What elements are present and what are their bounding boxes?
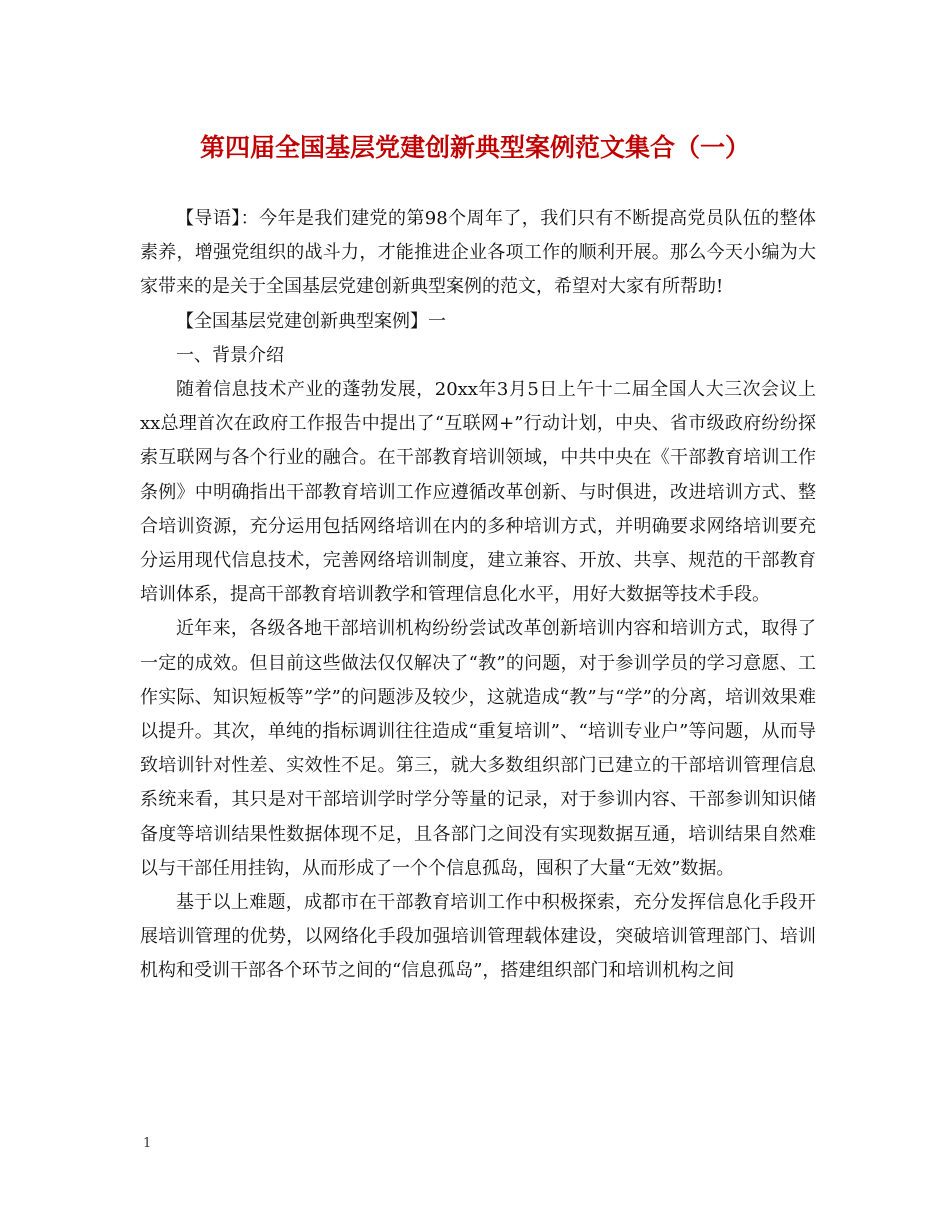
document-title: 第四届全国基层党建创新典型案例范文集合（一） (199, 133, 750, 162)
body-paragraph: 基于以上难题，成都市在干部教育培训工作中积极探索，充分发挥信息化手段开展培训管理的优势，以网络化手段加强培训管理载体建设，突破培训管理部门、培训机构和受训干部各个环节之间的“信息孤岛”，搭建组织部门和培训机构之间 (140, 892, 816, 982)
case-heading: 【全国基层党建创新典型案例】一 (176, 310, 446, 332)
document-body (140, 202, 816, 989)
body-paragraph: 近年来，各级各地干部培训机构纷纷尝试改革创新培训内容和培训方式，取得了一定的成效。但目前这些做法仅仅解决了“教”的问题，对于参训学员的学习意愿、工作实际、知识短板等”学”的问题涉及较少，这就造成“教”与“学”的分离，培训效果难以提升。其次，单纯的指标调训往往造成“重复培训”、“培训专业户”等问题，从而导致培训针对性差、实效性不足。第三，就大多数组织部门已建立的干部培训管理信息系统来看，其只是对干部培训学时学分等量的记录，对于参训内容、干部参训知识储备度等培训结果性数据体现不足，且各部门之间没有实现数据互通，培训结果自然难以与干部任用挂钩，从而形成了一个个信息孤岛，囤积了大量“无效”数据。 (140, 618, 816, 879)
intro-paragraph: 【导语】：今年是我们建党的第98个周年了，我们只有不断提高党员队伍的整体素养，增强党组织的战斗力，才能推进企业各项工作的顺利开展。那么今天小编为大家带来的是关于全国基层党建创新典型案例的范文，希望对大家有所帮助! (140, 208, 816, 298)
section-heading: 一、背景介绍 (176, 344, 284, 366)
body-paragraph: 随着信息技术产业的蓬勃发展，20xx年3月5日上午十二届全国人大三次会议上xx总理首次在政府工作报告中提出了“互联网+”行动计划，中央、省市级政府纷纷探索互联网与各个行业的融合。在干部教育培训领域，中共中央在《干部教育培训工作条例》中明确指出干部教育培训工作应遵循改革创新、与时俱进，改进培训方式、整合培训资源，充分运用包括网络培训在内的多种培训方式，并明确要求网络培训要充分运用现代信息技术，完善网络培训制度，建立兼容、开放、共享、规范的干部教育培训体系，提高干部教育培训教学和管理信息化水平，用好大数据等技术手段。 (140, 379, 816, 606)
page-number: 1 (143, 1136, 152, 1151)
